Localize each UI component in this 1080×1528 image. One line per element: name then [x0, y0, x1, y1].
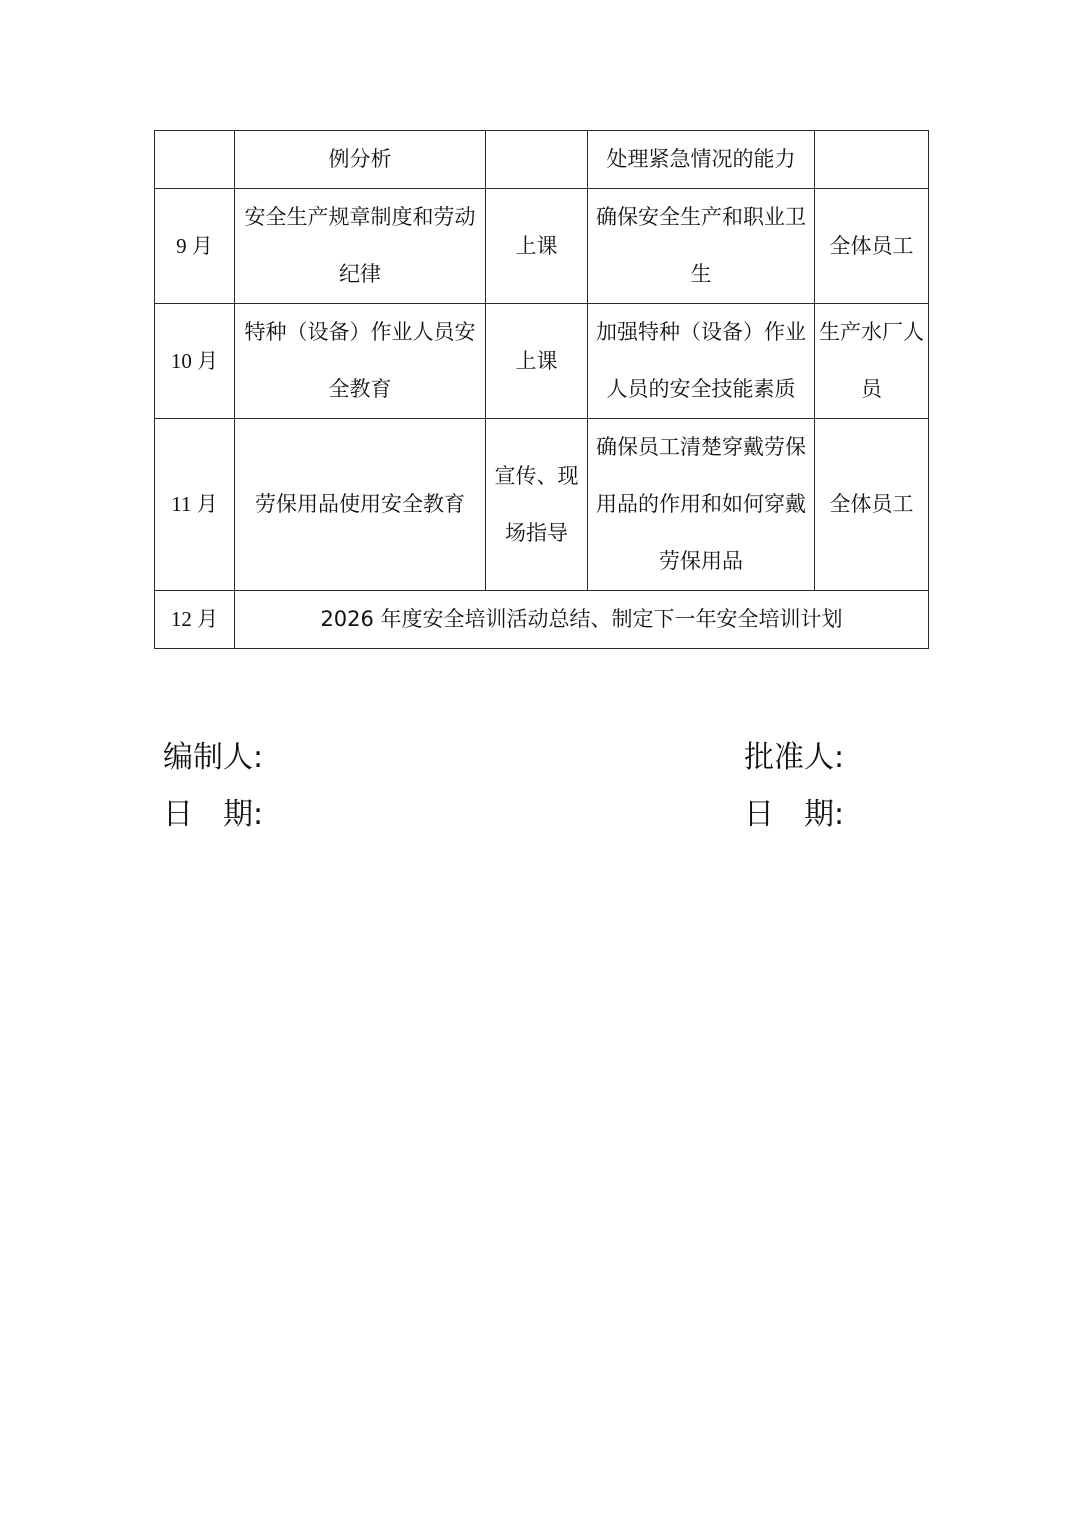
- method-cell: [486, 131, 588, 189]
- audience-cell: [815, 131, 929, 189]
- purpose-cell: 处理紧急情况的能力: [588, 131, 815, 189]
- purpose-cell: 加强特种（设备）作业人员的安全技能素质: [588, 304, 815, 419]
- month-cell: 9 月: [155, 189, 235, 304]
- table-row: [155, 189, 929, 304]
- date-label-right: 日 期:: [744, 797, 845, 832]
- audience-cell: 生产水厂人员: [815, 304, 929, 419]
- compiler-label: 编制人:: [163, 740, 264, 775]
- training-plan-table: [154, 130, 929, 649]
- method-cell: 上课: [486, 189, 588, 304]
- content-cell: 例分析: [235, 131, 486, 189]
- purpose-cell: 确保员工清楚穿戴劳保用品的作用和如何穿戴劳保用品: [588, 419, 815, 591]
- month-cell: 11 月: [155, 419, 235, 591]
- audience-cell: 全体员工: [815, 419, 929, 591]
- month-cell: 10 月: [155, 304, 235, 419]
- purpose-cell: 确保安全生产和职业卫生: [588, 189, 815, 304]
- table-row: [155, 131, 929, 189]
- audience-cell: 全体员工: [815, 189, 929, 304]
- content-cell: 特种（设备）作业人员安全教育: [235, 304, 486, 419]
- content-cell: 安全生产规章制度和劳动纪律: [235, 189, 486, 304]
- method-cell: 宣传、现场指导: [486, 419, 588, 591]
- content-cell: 劳保用品使用安全教育: [235, 419, 486, 591]
- summary-cell: 2026 年度安全培训活动总结、制定下一年安全培训计划: [235, 591, 929, 649]
- table-row: [155, 304, 929, 419]
- month-cell: [155, 131, 235, 189]
- date-label-left: 日 期:: [163, 797, 264, 832]
- method-cell: 上课: [486, 304, 588, 419]
- summary-row: [155, 591, 929, 649]
- approver-label: 批准人:: [744, 740, 845, 775]
- table-row: [155, 419, 929, 591]
- month-cell: 12 月: [155, 591, 235, 649]
